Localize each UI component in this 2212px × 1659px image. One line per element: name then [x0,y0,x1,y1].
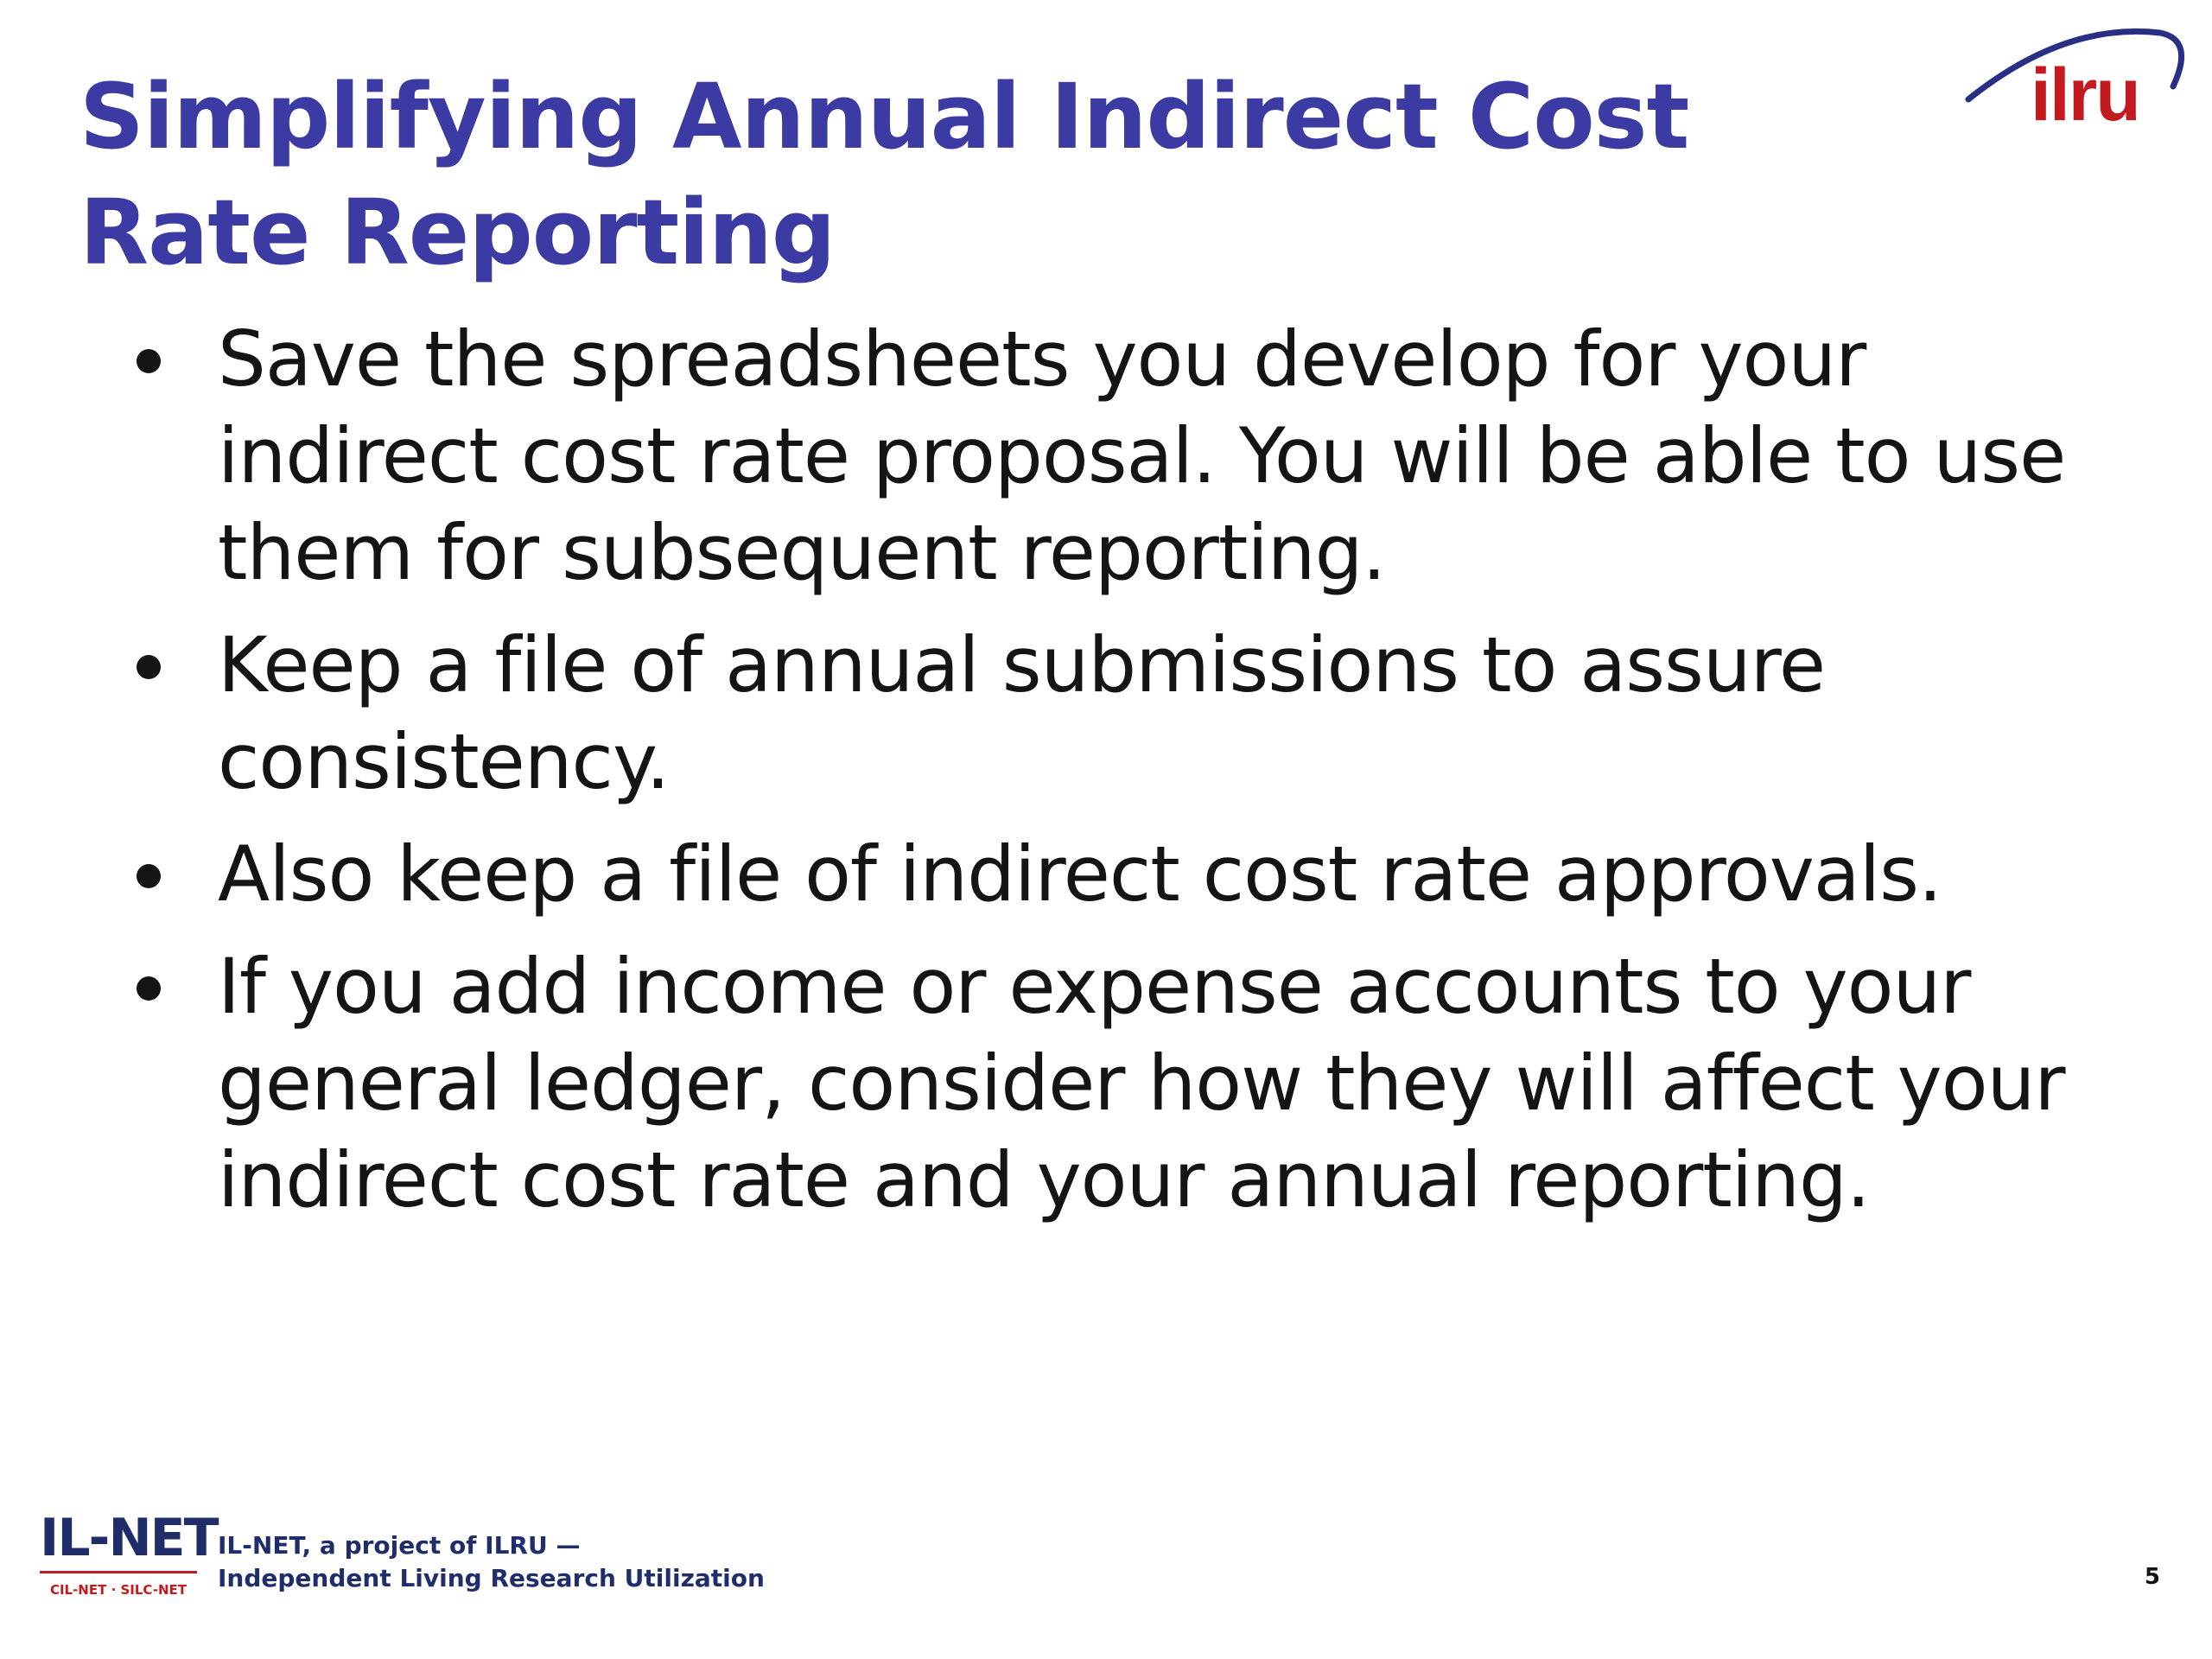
bullet-item [130,938,2117,1229]
bullet-list [130,311,2117,1244]
bullet-dot-icon [137,655,161,679]
bullet-dot-icon [137,349,161,373]
bullet-text: Also keep a file of indirect cost rate approvals. [218,830,1942,918]
il-net-logo-subtitle: CIL-NET · SILC-NET [49,1582,188,1598]
footer-credit-line-1: IL-NET, a project of ILRU — [218,1531,581,1560]
footer-credit-line-2: Independent Living Research Utilization [218,1564,765,1592]
page-number: 5 [2144,1564,2160,1590]
bullet-text: If you add income or expense accounts to your general ledger, consider how they will affect your indirect cost rate and your annual reporting. [218,942,2065,1224]
bullet-text: Save the spreadsheets you develop for your indirect cost rate proposal. You will be able to use them for subsequent reporting. [218,315,2066,597]
bullet-item [130,826,2117,923]
bullet-dot-icon [137,976,161,1001]
ilru-logo-text: ilru [2031,54,2139,137]
bullet-text: Keep a file of annual submissions to assure consistency. [218,620,1826,806]
slide-title: Simplifying Annual Indirect Cost Rate Reporting [79,64,1689,285]
il-net-logo [40,1508,218,1599]
il-net-logo-title: IL-NET [40,1508,218,1568]
bullet-item [130,617,2117,810]
ilru-logo [1961,17,2195,147]
bullet-dot-icon [137,864,161,888]
il-net-logo-divider [40,1571,197,1573]
bullet-item [130,311,2117,601]
footer-credit [218,1529,765,1595]
